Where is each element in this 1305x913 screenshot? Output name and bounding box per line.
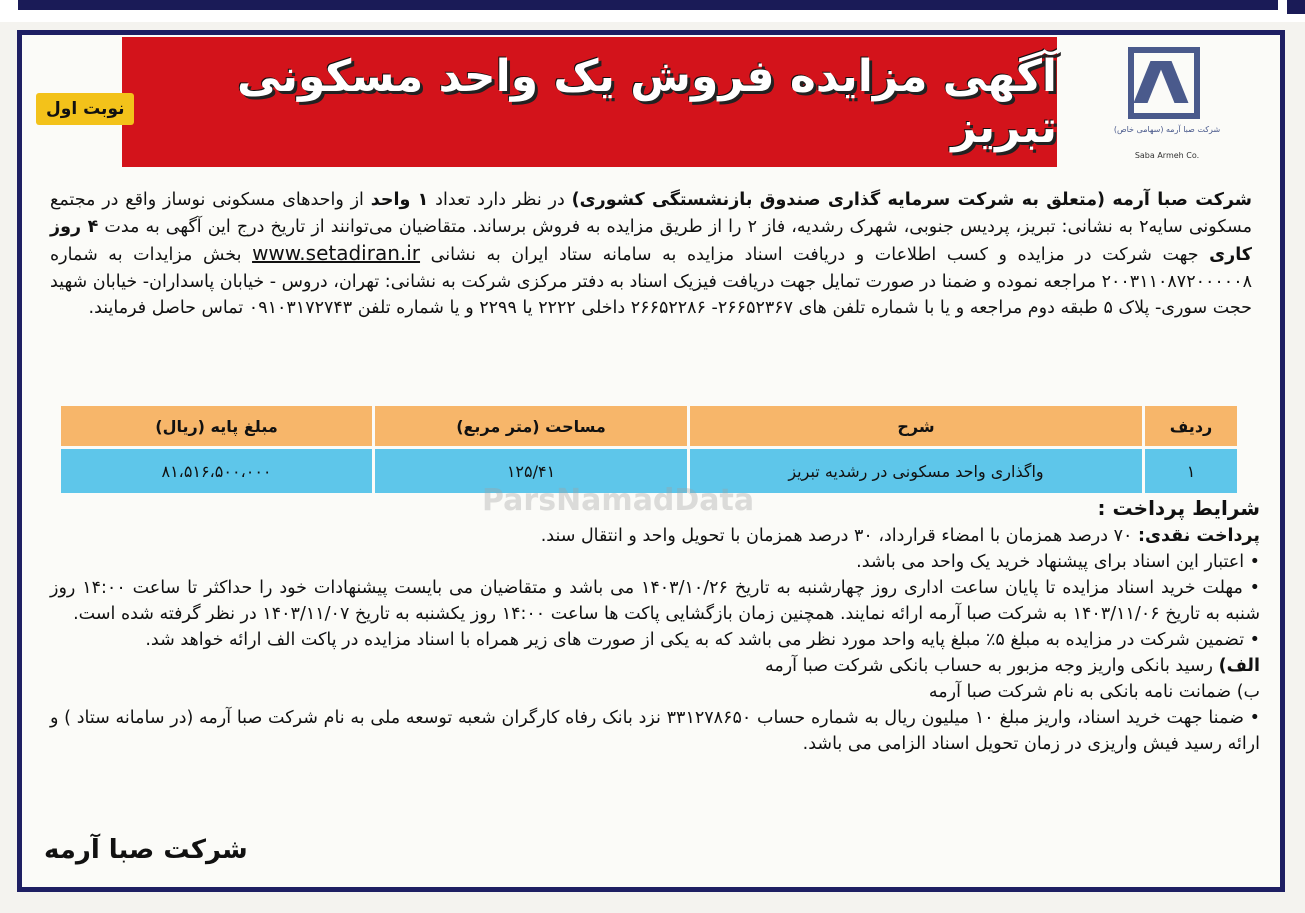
- unit-count: ۱ واحد: [370, 190, 429, 210]
- conditions-heading: شرایط پرداخت :: [1097, 496, 1260, 520]
- round-badge: نوبت اول: [36, 93, 134, 125]
- cash-text: ۷۰ درصد همزمان با امضاء قرارداد، ۳۰ درصد همزمان با تحویل واحد و انتقال سند.: [540, 526, 1139, 546]
- company-logo: [1112, 47, 1252, 162]
- intro-text-3: جهت شرکت در مزایده و کسب اطلاعات و دریافت اسناد مزایده به سامانه ستاد ایران به نشانی: [420, 245, 1210, 265]
- title-banner: [122, 37, 1057, 167]
- setad-url-link[interactable]: www.setadiran.ir: [252, 241, 421, 265]
- auction-table: [58, 403, 1240, 496]
- col-area: مساحت (متر مربع): [375, 406, 687, 446]
- table-row: [61, 449, 1237, 493]
- be-text: ب) ضمانت نامه بانکی به نام شرکت صبا آرمه: [928, 682, 1260, 702]
- cell-area: ۱۲۵/۴۱: [375, 449, 687, 493]
- saba-armeh-logo-icon: [1128, 47, 1200, 119]
- col-row: ردیف: [1145, 406, 1237, 446]
- working-days: ۴ روز کاری: [50, 216, 1252, 265]
- bullet-deadline: • مهلت خرید اسناد مزایده تا پایان ساعت اداری روز چهارشنبه به تاریخ ۱۴۰۳/۱۰/۲۶ می باشد و متقاضیان می بایست پیشنهادات خود را حداکثر تا ساعت ۱۴:۰۰ روز شنبه به تاریخ ۱۴۰۳/۱۱/۰۶ به شرکت صبا آرمه ارائه نمایند. همچنین زمان بازگشایی پاکت ها ساعت ۱۴:۰۰ روز یکشنبه به تاریخ ۱۴۰۳/۱۱/۰۷ در نظر گرفته شده است.: [50, 578, 1261, 624]
- watermark: ParsNamadData: [482, 483, 755, 518]
- company-name: شرکت صبا آرمه (متعلق به شرکت سرمایه گذاری صندوق بازنشستگی کشوری): [571, 190, 1253, 210]
- signature: شرکت صبا آرمه: [44, 835, 248, 865]
- intro-text-2: از واحدهای مسکونی نوساز واقع در مجتمع مسکونی سایه۲ به نشانی: تبریز، پردیس جنوبی، شهرک رشدیه، فاز ۲ را از طریق مزایده به فروش برساند. متقاضیان می‌توانند از تاریخ درج این آگهی به مدت: [50, 190, 1252, 237]
- intro-paragraph: [50, 187, 1252, 322]
- cell-description: واگذاری واحد مسکونی در رشدیه تبریز: [690, 449, 1142, 493]
- intro-text-4: بخش مزایدات به شماره ۲۰۰۳۱۱۰۸۷۲۰۰۰۰۰۸ مراجعه نموده و ضمنا در صورت تمایل جهت دریافت فیزیک اسناد به دفتر مرکزی شرکت به نشانی: تهران، دروس - خیابان پاسداران- خیابان شهید حجت سوری- پلاک ۵ طبقه دوم مراجعه و یا با شماره تلفن های ۲۶۶۵۲۳۶۷- ۲۶۶۵۲۲۸۶ داخلی ۲۲۲۲ یا ۲۲۹۹ و یا شماره تلفن ۰۹۱۰۳۱۷۲۷۴۳ تماس حاصل فرمایند.: [49, 245, 1252, 318]
- bullet-validity: • اعتبار این اسناد برای پیشنهاد خرید یک واحد می باشد.: [856, 552, 1260, 572]
- top-divider-right: [1287, 0, 1305, 14]
- payment-conditions: [50, 495, 1260, 757]
- ad-title: آگهی مزایده فروش یک واحد مسکونی تبریز: [236, 51, 1057, 153]
- top-strip: [0, 0, 1305, 22]
- bullet-guarantee: • تضمین شرکت در مزایده به مبلغ ۵٪ مبلغ پایه واحد مورد نظر می باشد که به یکی از صورت های زیر همراه با اسناد مزایده در پاکت الف ارائه خواهد شد.: [145, 630, 1260, 650]
- cell-row: ۱: [1145, 449, 1237, 493]
- intro-text-1: در نظر دارد تعداد: [428, 190, 572, 210]
- top-divider: [18, 0, 1278, 10]
- col-description: شرح: [690, 406, 1142, 446]
- logo-english-name: Saba Armeh Co.: [1134, 151, 1200, 160]
- ad-frame: [17, 30, 1285, 892]
- logo-persian-name: شرکت صبا آرمه (سهامی خاص): [1113, 125, 1221, 134]
- bullet-purchase: • ضمنا جهت خرید اسناد، واریز مبلغ ۱۰ میلیون ریال به شماره حساب ۳۳۱۲۷۸۶۵۰ نزد بانک رفاه کارگران شعبه توسعه ملی به نام شرکت صبا آرمه (در سامانه ستاد ) و ارائه رسید فیش واریزی در زمان تحویل اسناد الزامی می باشد.: [50, 708, 1260, 754]
- cash-label: پرداخت نقدی:: [1138, 526, 1260, 546]
- col-base-price: مبلغ پایه (ریال): [61, 406, 372, 446]
- alef-label: الف): [1218, 656, 1260, 676]
- cell-base-price: ۸۱،۵۱۶،۵۰۰،۰۰۰: [61, 449, 372, 493]
- alef-text: رسید بانکی واریز وجه مزبور به حساب بانکی شرکت صبا آرمه: [764, 656, 1219, 676]
- table-header-row: [61, 406, 1237, 446]
